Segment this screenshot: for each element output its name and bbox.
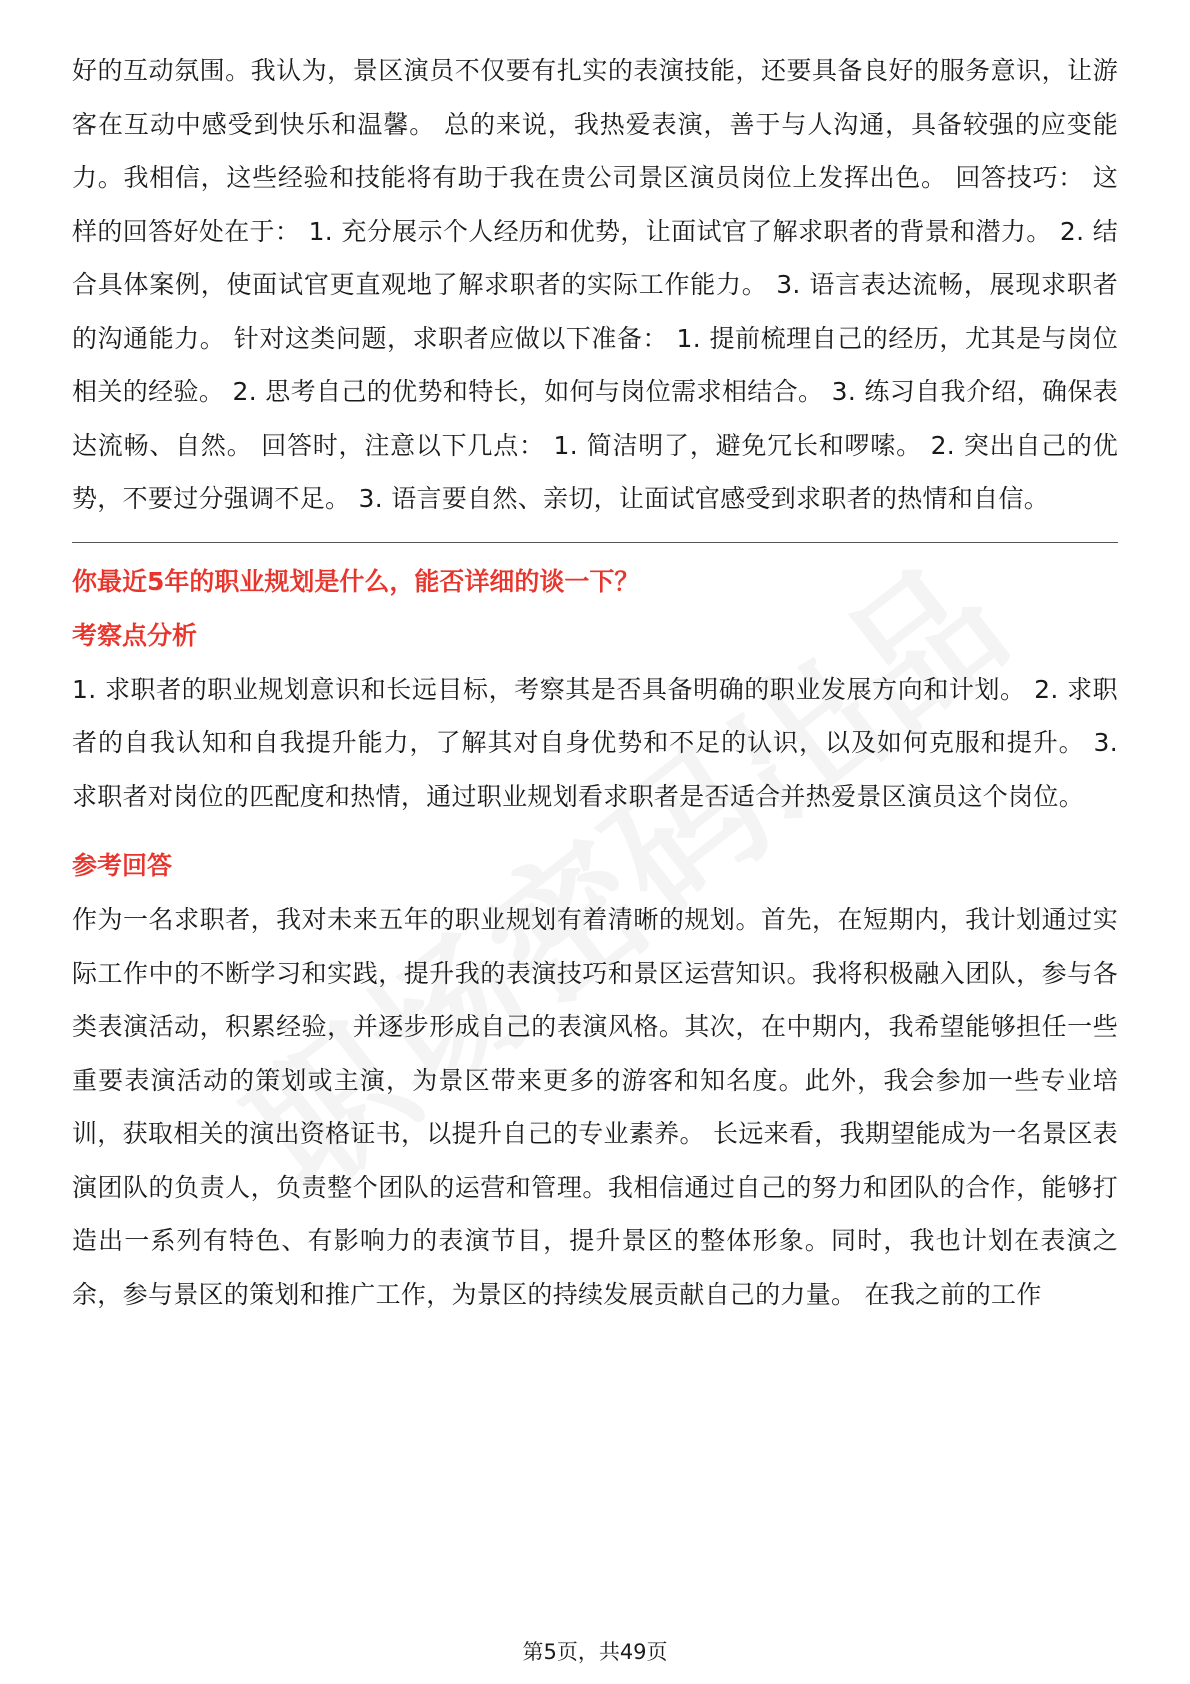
interview-question: 你最近5年的职业规划是什么，能否详细的谈一下？ — [72, 566, 640, 596]
page-number: 第5页，共49页 — [522, 1640, 668, 1664]
reference-text: 作为一名求职者，我对未来五年的职业规划有着清晰的规划。首先，在短期内，我计划通过实际工作中的不断学习和实践，提升我的表演技巧和景区运营知识。我将积极融入团队，参与各类表演活动，积累经验，并逐步形成自己的表演风格。其次，在中期内，我希望能够担任一些重要表演活动的策划或主演，为景区带来更多的游客和知名度。此外，我会参加一些专业培训，获取相关的演出资格证书，以提升自己的专业素养。 长远来看，我期望能成为一名景区表演团队的负责人，负责整个团队的运营和管理。我相信通过自己的努力和团队的合作，能够打造出一系列有特色、有影响力的表演节目，提升景区的整体形象。同时，我也计划在表演之余，参与景区的策划和推广工作，为景区的持续发展贡献自己的力量。 在我之前的工作 — [72, 905, 1118, 1309]
section-gap — [72, 823, 1118, 839]
analysis-text: 1. 求职者的职业规划意识和长远目标，考察其是否具备明确的职业发展方向和计划。 2. 求职者的自我认知和自我提升能力，了解其对自身优势和不足的认识，以及如何克服和提升。 3. 求职者对岗位的匹配度和热情，通过职业规划看求职者是否适合并热爱景区演员这个岗位。 — [72, 674, 1118, 811]
section-divider — [72, 542, 1118, 543]
analysis-heading: 考察点分析 — [72, 620, 198, 650]
intro-paragraph: 好的互动氛围。我认为，景区演员不仅要有扎实的表演技能，还要具备良好的服务意识，让游客在互动中感受到快乐和温馨。 总的来说，我热爱表演，善于与人沟通，具备较强的应变能力。我相信，这些经验和技能将有助于我在贵公司景区演员岗位上发挥出色。 回答技巧： 这样的回答好处在于： 1. 充分展示个人经历和优势，让面试官了解求职者的背景和潜力。 2. 结合具体案例，使面试官更直观地了解求职者的实际工作能力。 3. 语言表达流畅，展现求职者的沟通能力。 针对这类问题，求职者应做以下准备： 1. 提前梳理自己的经历，尤其是与岗位相关的经验。 2. 思考自己的优势和特长，如何与岗位需求相结合。 3. 练习自我介绍，确保表达流畅、自然。 回答时，注意以下几点： 1. 简洁明了，避免冗长和啰嗦。 2. 突出自己的优势，不要过分强调不足。 3. 语言要自然、亲切，让面试官感受到求职者的热情和自信。 — [72, 56, 1118, 513]
reference-heading: 参考回答 — [72, 851, 173, 880]
page-content — [72, 44, 1118, 1321]
